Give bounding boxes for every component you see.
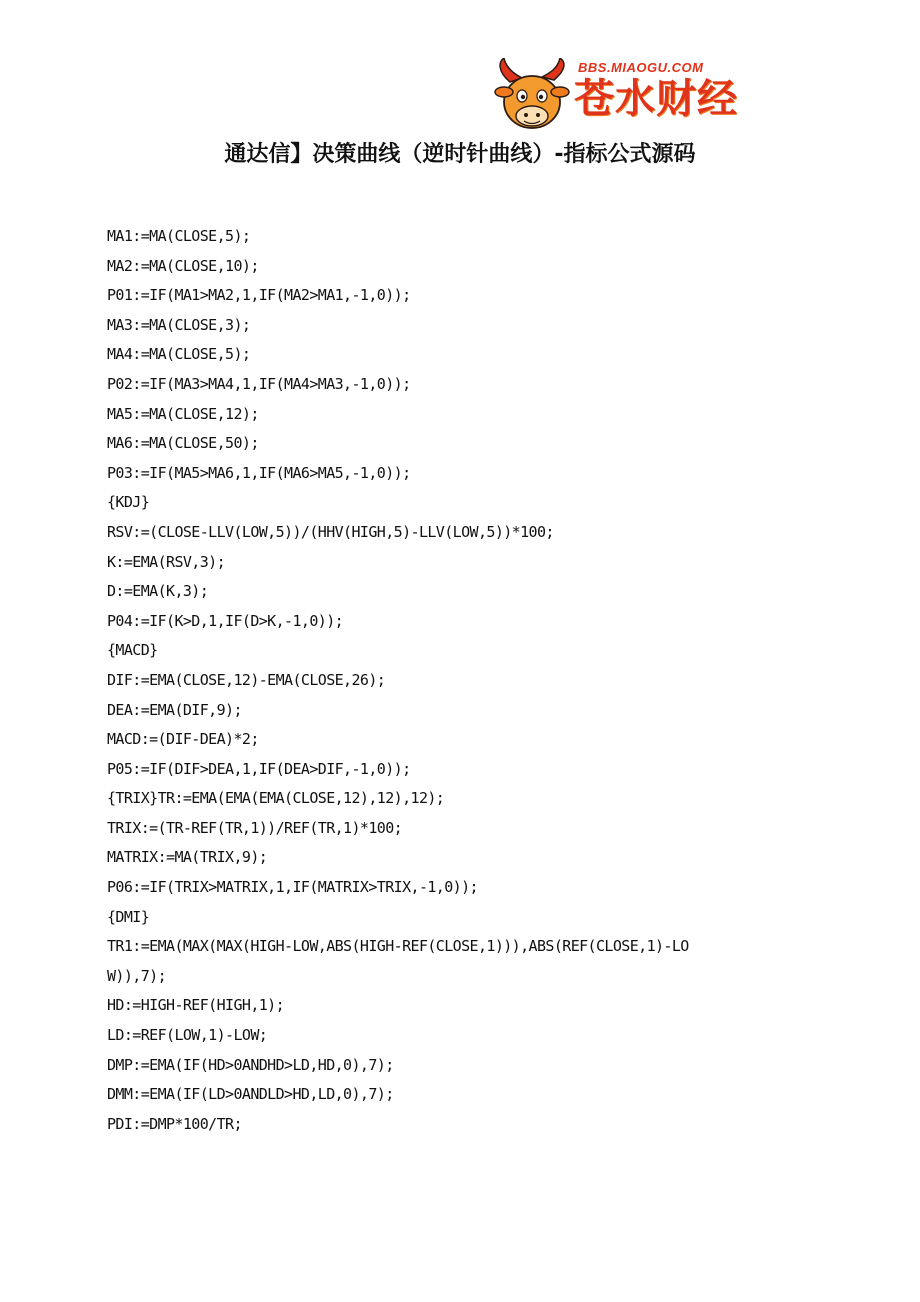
code-line: {TRIX}TR:=EMA(EMA(EMA(CLOSE,12),12),12); [107, 789, 445, 808]
code-line: MA5:=MA(CLOSE,12); [107, 404, 259, 423]
code-line: DIF:=EMA(CLOSE,12)-EMA(CLOSE,26); [107, 670, 386, 689]
code-line: P02:=IF(MA3>MA4,1,IF(MA4>MA3,-1,0)); [107, 374, 411, 393]
code-line: DEA:=EMA(DIF,9); [107, 700, 242, 719]
code-line: W)),7); [107, 966, 167, 985]
code-line: MA1:=MA(CLOSE,5); [107, 227, 251, 245]
code-line: RSV:=(CLOSE-LLV(LOW,5))/(HHV(HIGH,5)-LLV(LOW,5))*100; [107, 522, 554, 541]
code-line: HD:=HIGH-REF(HIGH,1); [107, 996, 285, 1015]
code-line: TR1:=EMA(MAX(MAX(HIGH-LOW,ABS(HIGH-REF(CLOSE,1))),ABS(REF(CLOSE,1)-LO [107, 937, 689, 956]
code-line: TRIX:=(TR-REF(TR,1))/REF(TR,1)*100; [107, 818, 403, 837]
code-line: {KDJ} [107, 493, 150, 512]
code-line: DMM:=EMA(IF(LD>0ANDLD>HD,LD,0),7); [107, 1085, 394, 1104]
site-logo[interactable] [492, 58, 748, 138]
code-line: MATRIX:=MA(TRIX,9); [107, 848, 268, 867]
code-line: D:=EMA(K,3); [107, 582, 209, 601]
code-line: {MACD} [107, 641, 158, 660]
code-line: MA4:=MA(CLOSE,5); [107, 345, 251, 364]
site-url: BBS.MIAOGU.COM [578, 60, 704, 75]
code-line: MA6:=MA(CLOSE,50); [107, 434, 259, 453]
code-line: K:=EMA(RSV,3); [107, 552, 226, 571]
code-line: P06:=IF(TRIX>MATRIX,1,IF(MATRIX>TRIX,-1,0)); [107, 878, 478, 897]
document-title: 通达信】决策曲线（逆时针曲线）-指标公式源码 [224, 142, 696, 167]
code-line: P04:=IF(K>D,1,IF(D>K,-1,0)); [107, 611, 344, 630]
code-line: PDI:=DMP*100/TR; [107, 1114, 242, 1133]
code-line: MA3:=MA(CLOSE,3); [107, 315, 251, 334]
code-line: LD:=REF(LOW,1)-LOW; [107, 1026, 268, 1045]
code-line: P05:=IF(DIF>DEA,1,IF(DEA>DIF,-1,0)); [107, 759, 411, 778]
code-line: {DMI} [107, 907, 150, 926]
code-line: P01:=IF(MA1>MA2,1,IF(MA2>MA1,-1,0)); [107, 286, 411, 305]
code-line: MA2:=MA(CLOSE,10); [107, 256, 259, 275]
code-line: MACD:=(DIF-DEA)*2; [107, 730, 259, 749]
code-line: DMP:=EMA(IF(HD>0ANDHD>LD,HD,0),7); [107, 1055, 394, 1074]
code-line: P03:=IF(MA5>MA6,1,IF(MA6>MA5,-1,0)); [107, 463, 411, 482]
brand-name: 苍水财经 [574, 76, 738, 122]
formula-source-code [107, 222, 807, 1139]
